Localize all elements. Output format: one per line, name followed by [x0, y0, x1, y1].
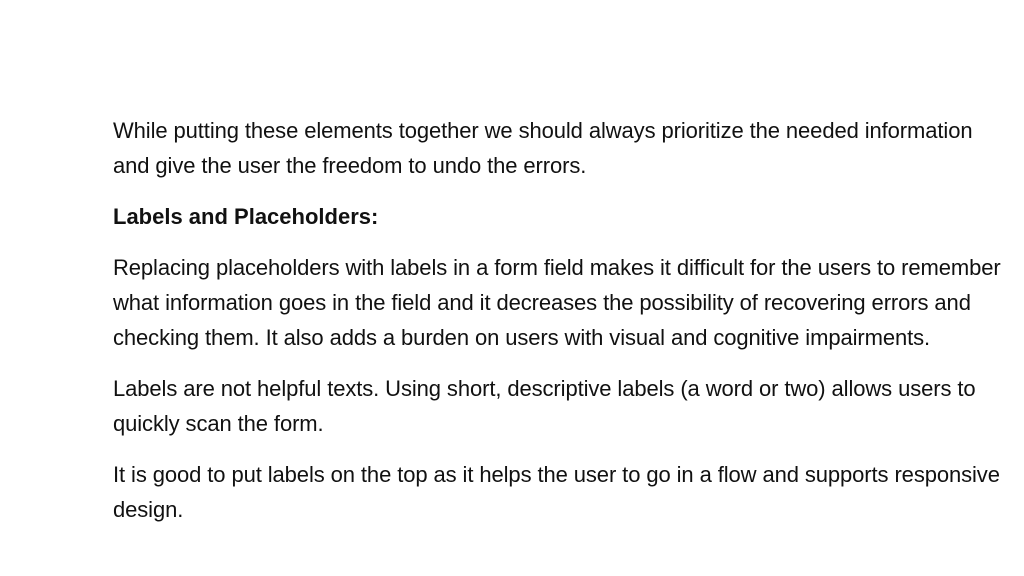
labels-paragraph: Labels are not helpful texts. Using short, descriptive labels (a word or two) allows users to quickly scan the form.: [113, 376, 976, 436]
placeholders-paragraph: Replacing placeholders with labels in a form field makes it difficult for the users to remember what information goes in the field and it decreases the possibility of recovering errors and checking them. It also adds a burden on users with visual and cognitive impairments.: [113, 255, 1001, 350]
intro-paragraph: While putting these elements together we should always prioritize the needed information and give the user the freedom to undo the errors.: [113, 118, 973, 178]
labels-top-paragraph: It is good to put labels on the top as it helps the user to go in a flow and supports responsive design.: [113, 462, 1000, 522]
document-body: [113, 113, 1013, 543]
section-heading: Labels and Placeholders:: [113, 204, 379, 229]
